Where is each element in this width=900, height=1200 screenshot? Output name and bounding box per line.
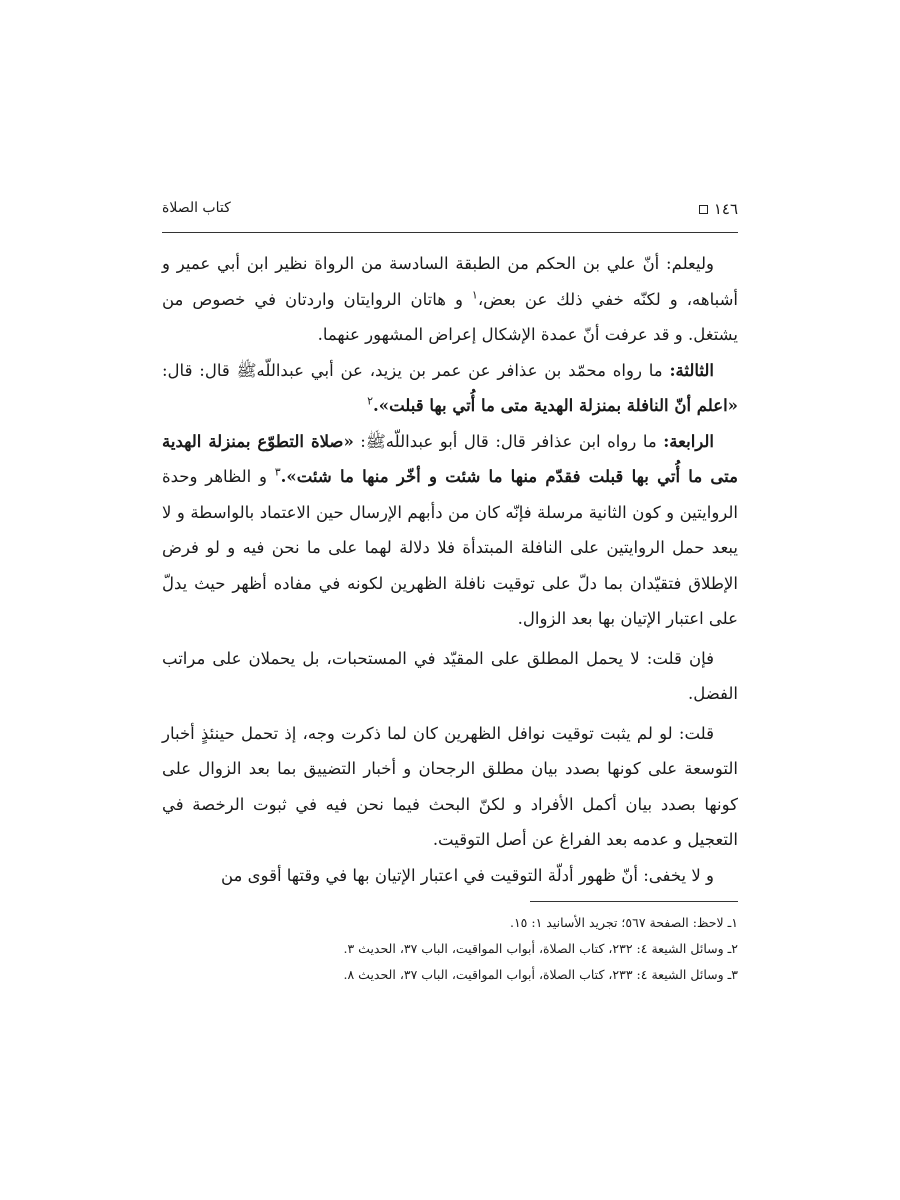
book-title: كتاب الصلاة: [162, 200, 231, 216]
footnotes: [162, 910, 738, 988]
paragraph-1-text: وليعلم: أنّ علي بن الحكم من الطبقة السادسة من الرواة نظير ابن أبي عمير و أشباهه، و لكنّه خفي ذلك عن بعض،: [162, 254, 738, 309]
square-ornament-icon: [699, 205, 708, 214]
footnote-divider: [530, 901, 738, 902]
footnote-ref-2[interactable]: ٢: [367, 394, 374, 408]
paragraph-5: قلت: لو لم يثبت توقيت نوافل الظهرين كان لما ذكرت وجه، إذ تحمل حينئذٍ أخبار التوسعة على كونها بصدد بيان مطلق الرجحان و أخبار التضييق بما بعد الزوال على كونها بصدد بيان أكمل الأفراد و لكنّ البحث فيما نحن فيه في ثبوت الرخصة في التعجيل و عدمه بعد الفراغ عن أصل التوقيت.: [162, 723, 738, 849]
paragraph-3-text-after: و الظاهر وحدة الروايتين و كون الثانية مرسلة فإنّه كان من دأبهم الإرسال حين الاعتماد بالواسطة و لا يبعد حمل الروايتين على النافلة المبتدأة فلا دلالة لهما على ما نحن فيه و لو فرض الإطلاق فتقيّدان بما دلّ على توقيت نافلة الظهرين لكونه في مفاده أظهر حيث يدلّ على اعتبار الإتيان بها بعد الزوال.: [162, 467, 738, 628]
paragraph-6: و لا يخفى: أنّ ظهور أدلّة التوقيت في اعتبار الإتيان بها في وقتها أقوى من: [220, 865, 714, 885]
paragraph-3-lead: الرابعة:: [663, 431, 715, 451]
paragraph-2: [162, 353, 738, 424]
footnote-ref-1[interactable]: ١: [471, 288, 478, 301]
main-text: [162, 246, 738, 893]
paragraph-2-lead: الثالثة:: [669, 360, 714, 380]
page-header: [162, 200, 738, 224]
footnote-3: ٣ـ وسائل الشيعة ٤: ٢٣٣، كتاب الصلاة، أبواب المواقيت، الباب ٣٧، الحديث ٨.: [343, 967, 738, 982]
page-number-group: [699, 200, 738, 218]
footnote-2: ٢ـ وسائل الشيعة ٤: ٢٣٢، كتاب الصلاة، أبواب المواقيت، الباب ٣٧، الحديث ٣.: [343, 941, 738, 956]
paragraph-3: [162, 424, 738, 637]
paragraph-2-text: ما رواه محمّد بن عذافر عن عمر بن يزيد، عن أبي عبداللّهﷺ قال: قال:: [162, 360, 670, 380]
paragraph-3-quote: «صلاة التطوّع بمنزلة الهدية متى ما أُتي بها قبلت فقدّم منها ما شئت و أخّر منها ما شئت».: [162, 431, 739, 486]
page-number: ١٤٦: [713, 200, 738, 218]
paragraph-2-quote: «اعلم أنّ النافلة بمنزلة الهدية متى ما أُتي بها قبلت».: [373, 396, 738, 415]
paragraph-1-text-after: و هاتان الروايتان واردتان في خصوص من يشتغل. و قد عرفت أنّ عمدة الإشكال إعراض المشهور عنهما.: [162, 289, 738, 344]
paragraph-1: [162, 246, 738, 353]
paragraph-3-text: ما رواه ابن عذافر قال: قال أبو عبداللّهﷺ:: [353, 431, 664, 451]
header-divider: [162, 232, 738, 233]
footnote-ref-3[interactable]: ٣: [274, 465, 281, 479]
paragraph-4: فإن قلت: لا يحمل المطلق على المقيّد في المستحبات، بل يحملان على مراتب الفضل.: [162, 648, 738, 703]
footnote-1: ١ـ لاحظ: الصفحة ٥٦٧؛ تجريد الأسانيد ١: ١٥.: [509, 915, 738, 930]
